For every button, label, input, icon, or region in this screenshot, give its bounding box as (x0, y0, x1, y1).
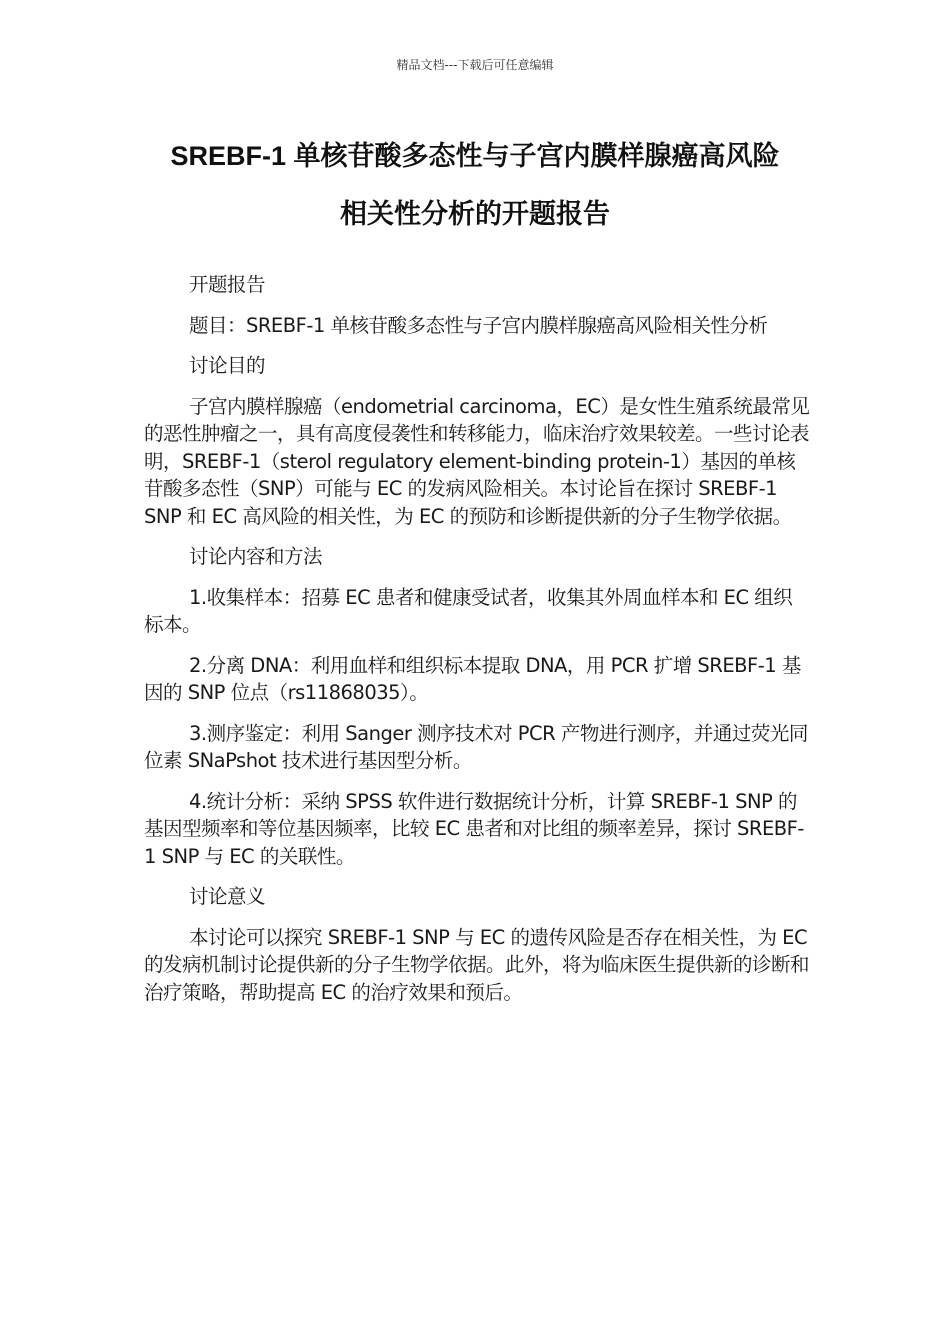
method-step-2: 2.分离 DNA：利用血样和组织标本提取 DNA，用 PCR 扩增 SREBF-1 基因的 SNP 位点（rs11868035）。 (144, 653, 801, 704)
document-title-line-1: SREBF-1 单核苷酸多态性与子宫内膜样腺癌高风险 (170, 141, 780, 171)
header-note: 精品文档---下载后可任意编辑 (396, 58, 554, 72)
method-step-4: 4.统计分析：采纳 SPSS 软件进行数据统计分析，计算 SREBF-1 SNP 的基因型频率和等位基因频率，比较 EC 患者和对比组的频率差异，探讨 SREBF-1 SNP 与 EC 的关联性。 (144, 789, 804, 868)
method-step-1: 1.收集样本：招募 EC 患者和健康受试者，收集其外周血样本和 EC 组织标本。 (144, 585, 793, 636)
method-step-3: 3.测序鉴定：利用 Sanger 测序技术对 PCR 产物进行测序，并通过荧光同位素 SNaPshot 技术进行基因型分析。 (144, 721, 808, 772)
section-heading-report: 开题报告 (189, 273, 266, 296)
section-heading-methods: 讨论内容和方法 (189, 545, 323, 568)
topic-paragraph: 题目：SREBF-1 单核苷酸多态性与子宫内膜样腺癌高风险相关性分析 (189, 313, 768, 337)
section-heading-purpose: 讨论目的 (189, 354, 266, 377)
significance-paragraph: 本讨论可以探究 SREBF-1 SNP 与 EC 的遗传风险是否存在相关性，为 EC 的发病机制讨论提供新的分子生物学依据。此外，将为临床医生提供新的诊断和治疗策略，帮助提高 EC 的治疗效果和预后。 (144, 925, 810, 1004)
purpose-paragraph: 子宫内膜样腺癌（endometrial carcinoma，EC）是女性生殖系统最常见的恶性肿瘤之一，具有高度侵袭性和转移能力，临床治疗效果较差。一些讨论表明，SREBF-1（sterol regulatory element-binding protein-1）基因的单核苷酸多态性（SNP）可能与 EC 的发病风险相关。本讨论旨在探讨 SREBF-1 SNP 和 EC 高风险的相关性，为 EC 的预防和诊断提供新的分子生物学依据。 (144, 394, 810, 528)
document-body (144, 271, 810, 1019)
section-heading-significance: 讨论意义 (189, 885, 266, 908)
document-title-line-2: 相关性分析的开题报告 (340, 199, 610, 229)
